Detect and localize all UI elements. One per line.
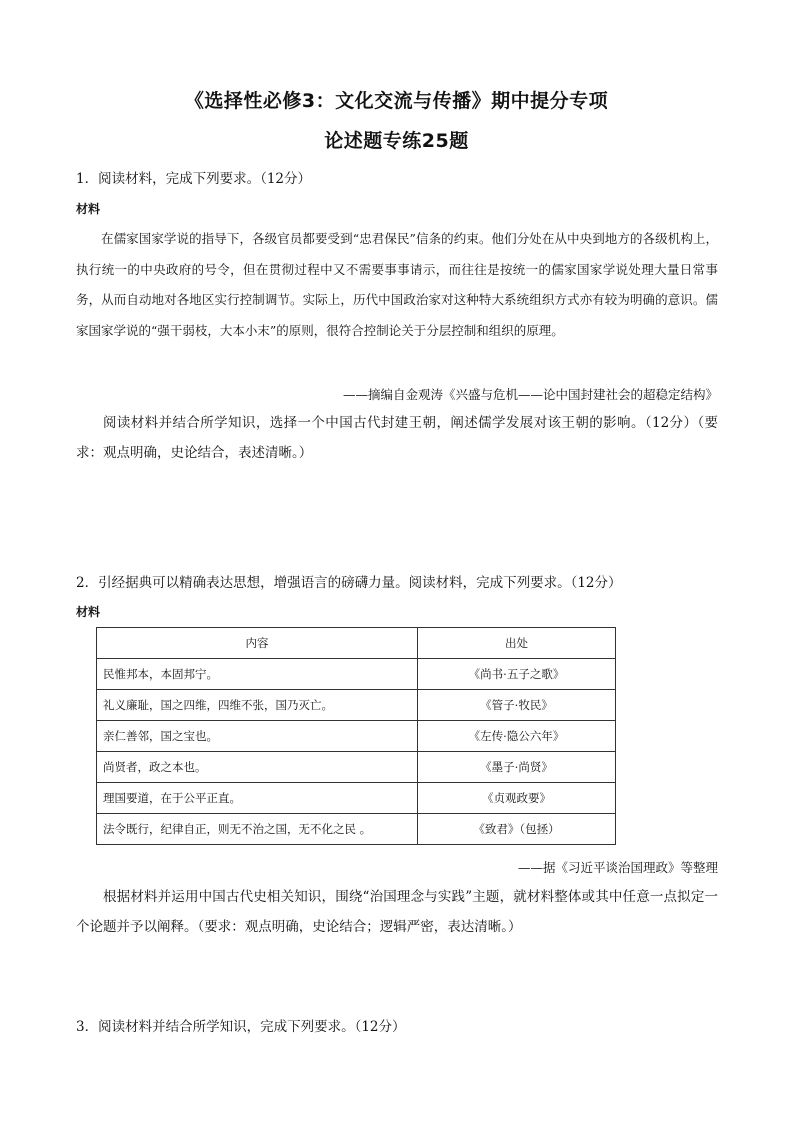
quotes-table-header-row: [97, 628, 616, 659]
table-row: [97, 721, 616, 752]
quote-source: 《贞观政要》: [418, 783, 616, 814]
quotes-table-header-content: 内容: [97, 628, 418, 659]
table-row: [97, 752, 616, 783]
quote-source: 《致君》（包拯）: [418, 814, 616, 845]
quote-text: 尚贤者，政之本也。: [97, 752, 418, 783]
quote-text: 理国要道，在于公平正直。: [97, 783, 418, 814]
question-2-material-label: 材料: [76, 605, 101, 619]
document-subtitle: 论述题专练25题: [324, 130, 469, 152]
question-1-heading: 1．阅读材料，完成下列要求。（12分）: [76, 171, 312, 187]
quote-source: 《尚书·五子之歌》: [418, 659, 616, 690]
question-2-heading: 2．引经据典可以精确表达思想，增强语言的磅礴力量。阅读材料，完成下列要求。（12分）: [76, 575, 622, 591]
quote-source: 《墨子·尚贤》: [418, 752, 616, 783]
quote-text: 法令既行，纪律自正，则无不治之国，无不化之民 。: [97, 814, 418, 845]
table-row: [97, 690, 616, 721]
question-1-source: ——摘编自金观涛《兴盛与危机——论中国封建社会的超稳定结构》: [342, 387, 718, 402]
question-3-heading: 3．阅读材料并结合所学知识，完成下列要求。（12分）: [76, 1019, 406, 1035]
table-row: [97, 814, 616, 845]
table-row: [97, 783, 616, 814]
question-1-task: 阅读材料并结合所学知识，选择一个中国古代封建王朝，阐述儒学发展对该王朝的影响。（12分）（要求：观点明确，史论结合，表述清晰。）: [76, 415, 718, 461]
quotes-table-header-source: 出处: [418, 628, 616, 659]
quotes-table: [96, 627, 616, 845]
question-1-material-text: 在儒家国家学说的指导下，各级官员都要受到“忠君保民”信条的约束。他们分处在从中央到地方的各级机构上，执行统一的中央政府的号令，但在贯彻过程中又不需要事事请示，而往往是按统一的儒家国家学说处理大量日常事务，从而自动地对各地区实行控制调节。实际上，历代中国政治家对这种特大系统组织方式亦有较为明确的意识。儒家国家学说的“强干弱枝，大本小末”的原则，很符合控制论关于分层控制和组织的原理。: [76, 231, 718, 338]
quote-text: 亲仁善邻，国之宝也。: [97, 721, 418, 752]
quote-text: 民惟邦本，本固邦宁。: [97, 659, 418, 690]
question-2-source: ——据《习近平谈治国理政》等整理: [517, 860, 718, 875]
question-2-task: 根据材料并运用中国古代史相关知识，围绕“治国理念与实践”主题，就材料整体或其中任意一点拟定一个论题并予以阐释。（要求：观点明确，史论结合；逻辑严密，表达清晰。）: [76, 889, 718, 935]
question-1-material-label: 材料: [76, 202, 101, 216]
document-title: 《选择性必修3：文化交流与传播》期中提分专项: [184, 90, 609, 112]
quote-source: 《左传·隐公六年》: [418, 721, 616, 752]
quote-source: 《管子·牧民》: [418, 690, 616, 721]
table-row: [97, 659, 616, 690]
quote-text: 礼义廉耻，国之四维，四维不张，国乃灭亡。: [97, 690, 418, 721]
